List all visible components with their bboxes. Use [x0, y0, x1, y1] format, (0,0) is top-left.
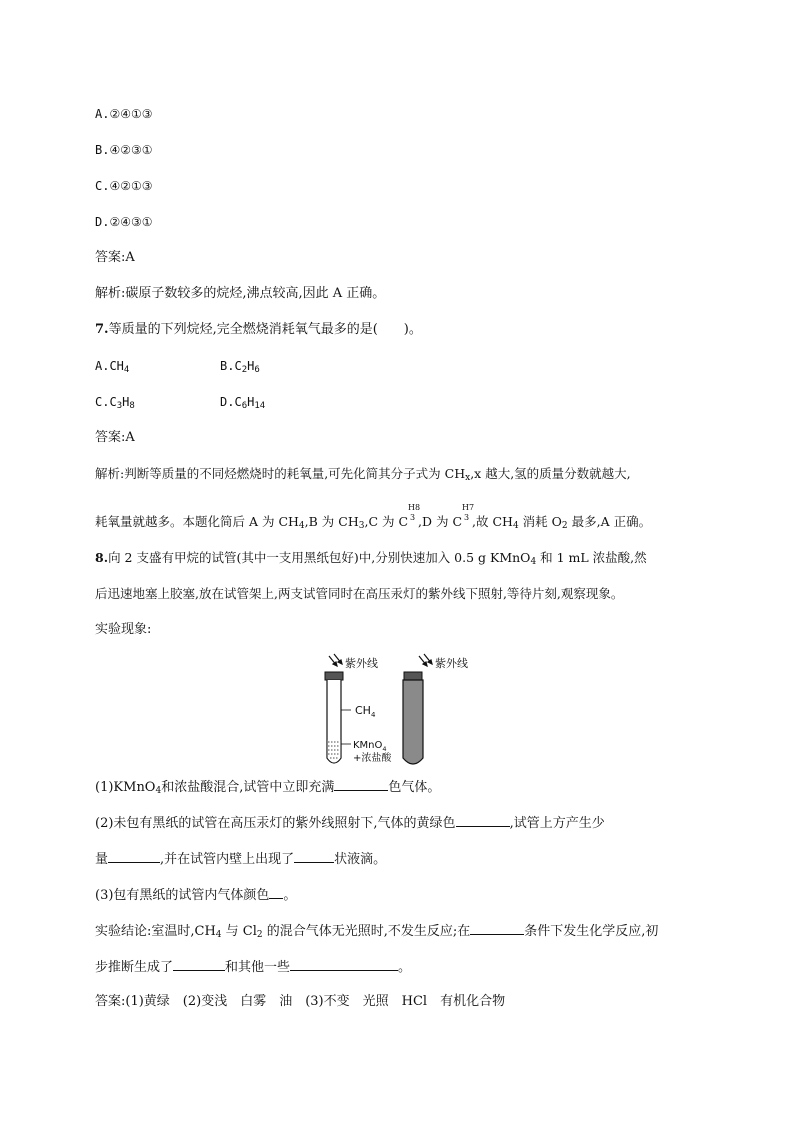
q7-l2-c-sub: 3: [410, 513, 416, 522]
q7-option-c: [95, 393, 135, 411]
q6-option-d: D.②④③①: [95, 215, 153, 229]
uv-arrow-left-icon: [329, 654, 342, 666]
q8-concl-b-sub: 2: [256, 930, 263, 940]
q7-option-d-sub2: 14: [254, 401, 266, 411]
q8-p2-b: ,试管上方产生少: [509, 816, 605, 831]
q7-stem-text: 等质量的下列烷烃,完全燃烧消耗氧气最多的是( )。: [108, 322, 422, 337]
q8-part3: [95, 885, 296, 905]
blank-7[interactable]: [173, 957, 225, 971]
q7-option-c-mid: H: [122, 395, 130, 409]
q7-number: 7.: [95, 322, 109, 337]
q7-analysis-text-post: ,x 越大,氢的质量分数就越大,: [470, 466, 631, 481]
q8-conclusion-line1: [95, 921, 658, 941]
q8-concl2-a: 步推断生成了: [95, 960, 174, 975]
blank-8[interactable]: [290, 957, 398, 971]
q6-option-c: C.④②①③: [95, 179, 153, 193]
q6-analysis: 解析:碳原子数较多的烷烃,沸点较高,因此 A 正确。: [95, 286, 386, 301]
q8-observe-label: 实验现象:: [95, 622, 152, 637]
q7-option-d: [220, 393, 265, 411]
q7-option-c-sub2: 8: [129, 401, 135, 411]
blank-5[interactable]: [269, 885, 283, 899]
q8-concl-c: 的混合气体无光照时,不发生反应;在: [262, 924, 471, 939]
acid-label: +浓盐酸: [353, 753, 392, 764]
q8-p2-a: (2)未包有黑纸的试管在高压汞灯的紫外线照射下,气体的黄绿色: [95, 816, 456, 831]
q7-option-b-mid: H: [247, 359, 255, 373]
q8-concl2-c: 。: [398, 960, 412, 975]
q7-stem: [95, 321, 422, 339]
q7-l2-d-frac: [462, 503, 475, 531]
q7-option-d-text: D.C: [220, 395, 242, 409]
q7-l2-b-sub: 3: [358, 521, 365, 531]
q7-l2-a-sub: 4: [298, 521, 305, 531]
q6-option-a: A.②④①③: [95, 107, 153, 121]
q7-l2-f: 消耗 O: [518, 514, 562, 529]
q7-analysis-sub: x: [465, 473, 471, 483]
q8-p3-a: (3)包有黑纸的试管内气体颜色: [95, 888, 270, 903]
left-test-tube: [325, 672, 343, 763]
q7-l2-d-sub: 3: [464, 513, 470, 522]
q8-p1-b: 和浓盐酸混合,试管中立即充满: [161, 780, 335, 795]
q8-p1-sub: 4: [155, 786, 162, 796]
q7-l2-a: 耗氧量就越多。本题化简后 A 为 CH: [95, 514, 299, 529]
q8-line1-text-post: 和 1 mL 浓盐酸,然: [536, 550, 647, 565]
q8-concl2-b: 和其他一些: [225, 960, 291, 975]
q8-answer: 答案:(1)黄绿 (2)变浅 白雾 油 (3)不变 光照 HCl 有机化合物: [95, 994, 506, 1009]
uv-arrow-right-icon: [419, 654, 432, 666]
q7-l2-d: ,D 为 C: [418, 514, 463, 529]
blank-3[interactable]: [108, 849, 160, 863]
q8-part2-line2: [95, 849, 386, 869]
q6-option-b: B.④②③①: [95, 143, 153, 157]
q7-l2-f-sub: 2: [561, 521, 568, 531]
q8-p2-c: 量: [95, 852, 109, 867]
q7-l2-c: ,C 为 C: [364, 514, 409, 529]
q7-option-b-sub1: 2: [241, 365, 248, 375]
q7-option-a: [95, 357, 129, 375]
q8-line1: [95, 549, 647, 567]
q7-l2-b: ,B 为 CH: [304, 514, 359, 529]
q6-answer: 答案:A: [95, 250, 135, 265]
right-test-tube-wrapped: [403, 672, 423, 764]
q8-number: 8.: [95, 550, 109, 565]
q8-p2-e: 状液滴。: [334, 852, 387, 867]
blank-2[interactable]: [456, 813, 510, 827]
q7-answer: 答案:A: [95, 430, 135, 445]
q7-option-d-mid: H: [247, 395, 255, 409]
blank-1[interactable]: [334, 777, 388, 791]
uv-label-right: 紫外线: [435, 657, 468, 670]
q7-analysis-text: 解析:判断等质量的不同烃燃烧时的耗氧量,可先化简其分子式为 CH: [95, 466, 466, 481]
q8-concl-a: 实验结论:室温时,CH: [95, 924, 216, 939]
test-tube-figure: [315, 652, 485, 770]
q7-analysis-line2: [95, 503, 652, 531]
q8-p3-b: 。: [283, 888, 297, 903]
q7-option-d-sub1: 6: [241, 401, 248, 411]
kmno4-label: KMnO$_4$: [353, 740, 387, 753]
q7-option-c-text: C.C: [95, 395, 117, 409]
q7-l2-g: 最多,A 正确。: [567, 514, 652, 529]
q7-l2-e-sub: 4: [512, 521, 519, 531]
q8-p1-c: 色气体。: [388, 780, 441, 795]
ch4-label: $CH_4$: [355, 704, 376, 719]
q7-l2-c-frac: [408, 503, 421, 531]
q8-concl-b: 与 Cl: [221, 924, 257, 939]
uv-label-left: 紫外线: [345, 657, 378, 670]
q8-part1: [95, 777, 440, 797]
blank-4[interactable]: [294, 849, 334, 863]
q7-option-b: [220, 357, 260, 375]
q7-option-b-sub2: 6: [254, 365, 260, 375]
q8-p2-d: ,并在试管内壁上出现了: [160, 852, 295, 867]
q8-concl-a-sub: 4: [215, 930, 222, 940]
q7-option-a-text: A.CH: [95, 359, 124, 373]
q7-option-b-text: B.C: [220, 359, 242, 373]
q7-l2-c-sup: H8: [408, 503, 421, 512]
q8-line1-text: 向 2 支盛有甲烷的试管(其中一支用黑纸包好)中,分别快速加入 0.5 g KMnO: [108, 550, 531, 565]
q7-l2-d-sup: H7: [462, 503, 475, 512]
q8-p1-a: (1)KMnO: [95, 780, 156, 795]
q8-part2-line1: [95, 813, 605, 833]
q8-line1-sub: 4: [530, 557, 537, 567]
q8-conclusion-line2: [95, 957, 411, 977]
q8-concl-d: 条件下发生化学反应,初: [524, 924, 659, 939]
q7-analysis-line1: [95, 465, 631, 483]
blank-6[interactable]: [470, 921, 524, 935]
q8-line2: 后迅速地塞上胶塞,放在试管架上,两支试管同时在高压汞灯的紫外线下照射,等待片刻,观察现象。: [95, 586, 624, 601]
q7-option-c-sub1: 3: [116, 401, 123, 411]
q7-l2-e: ,故 CH: [472, 514, 513, 529]
q7-option-a-sub: 4: [123, 365, 130, 375]
